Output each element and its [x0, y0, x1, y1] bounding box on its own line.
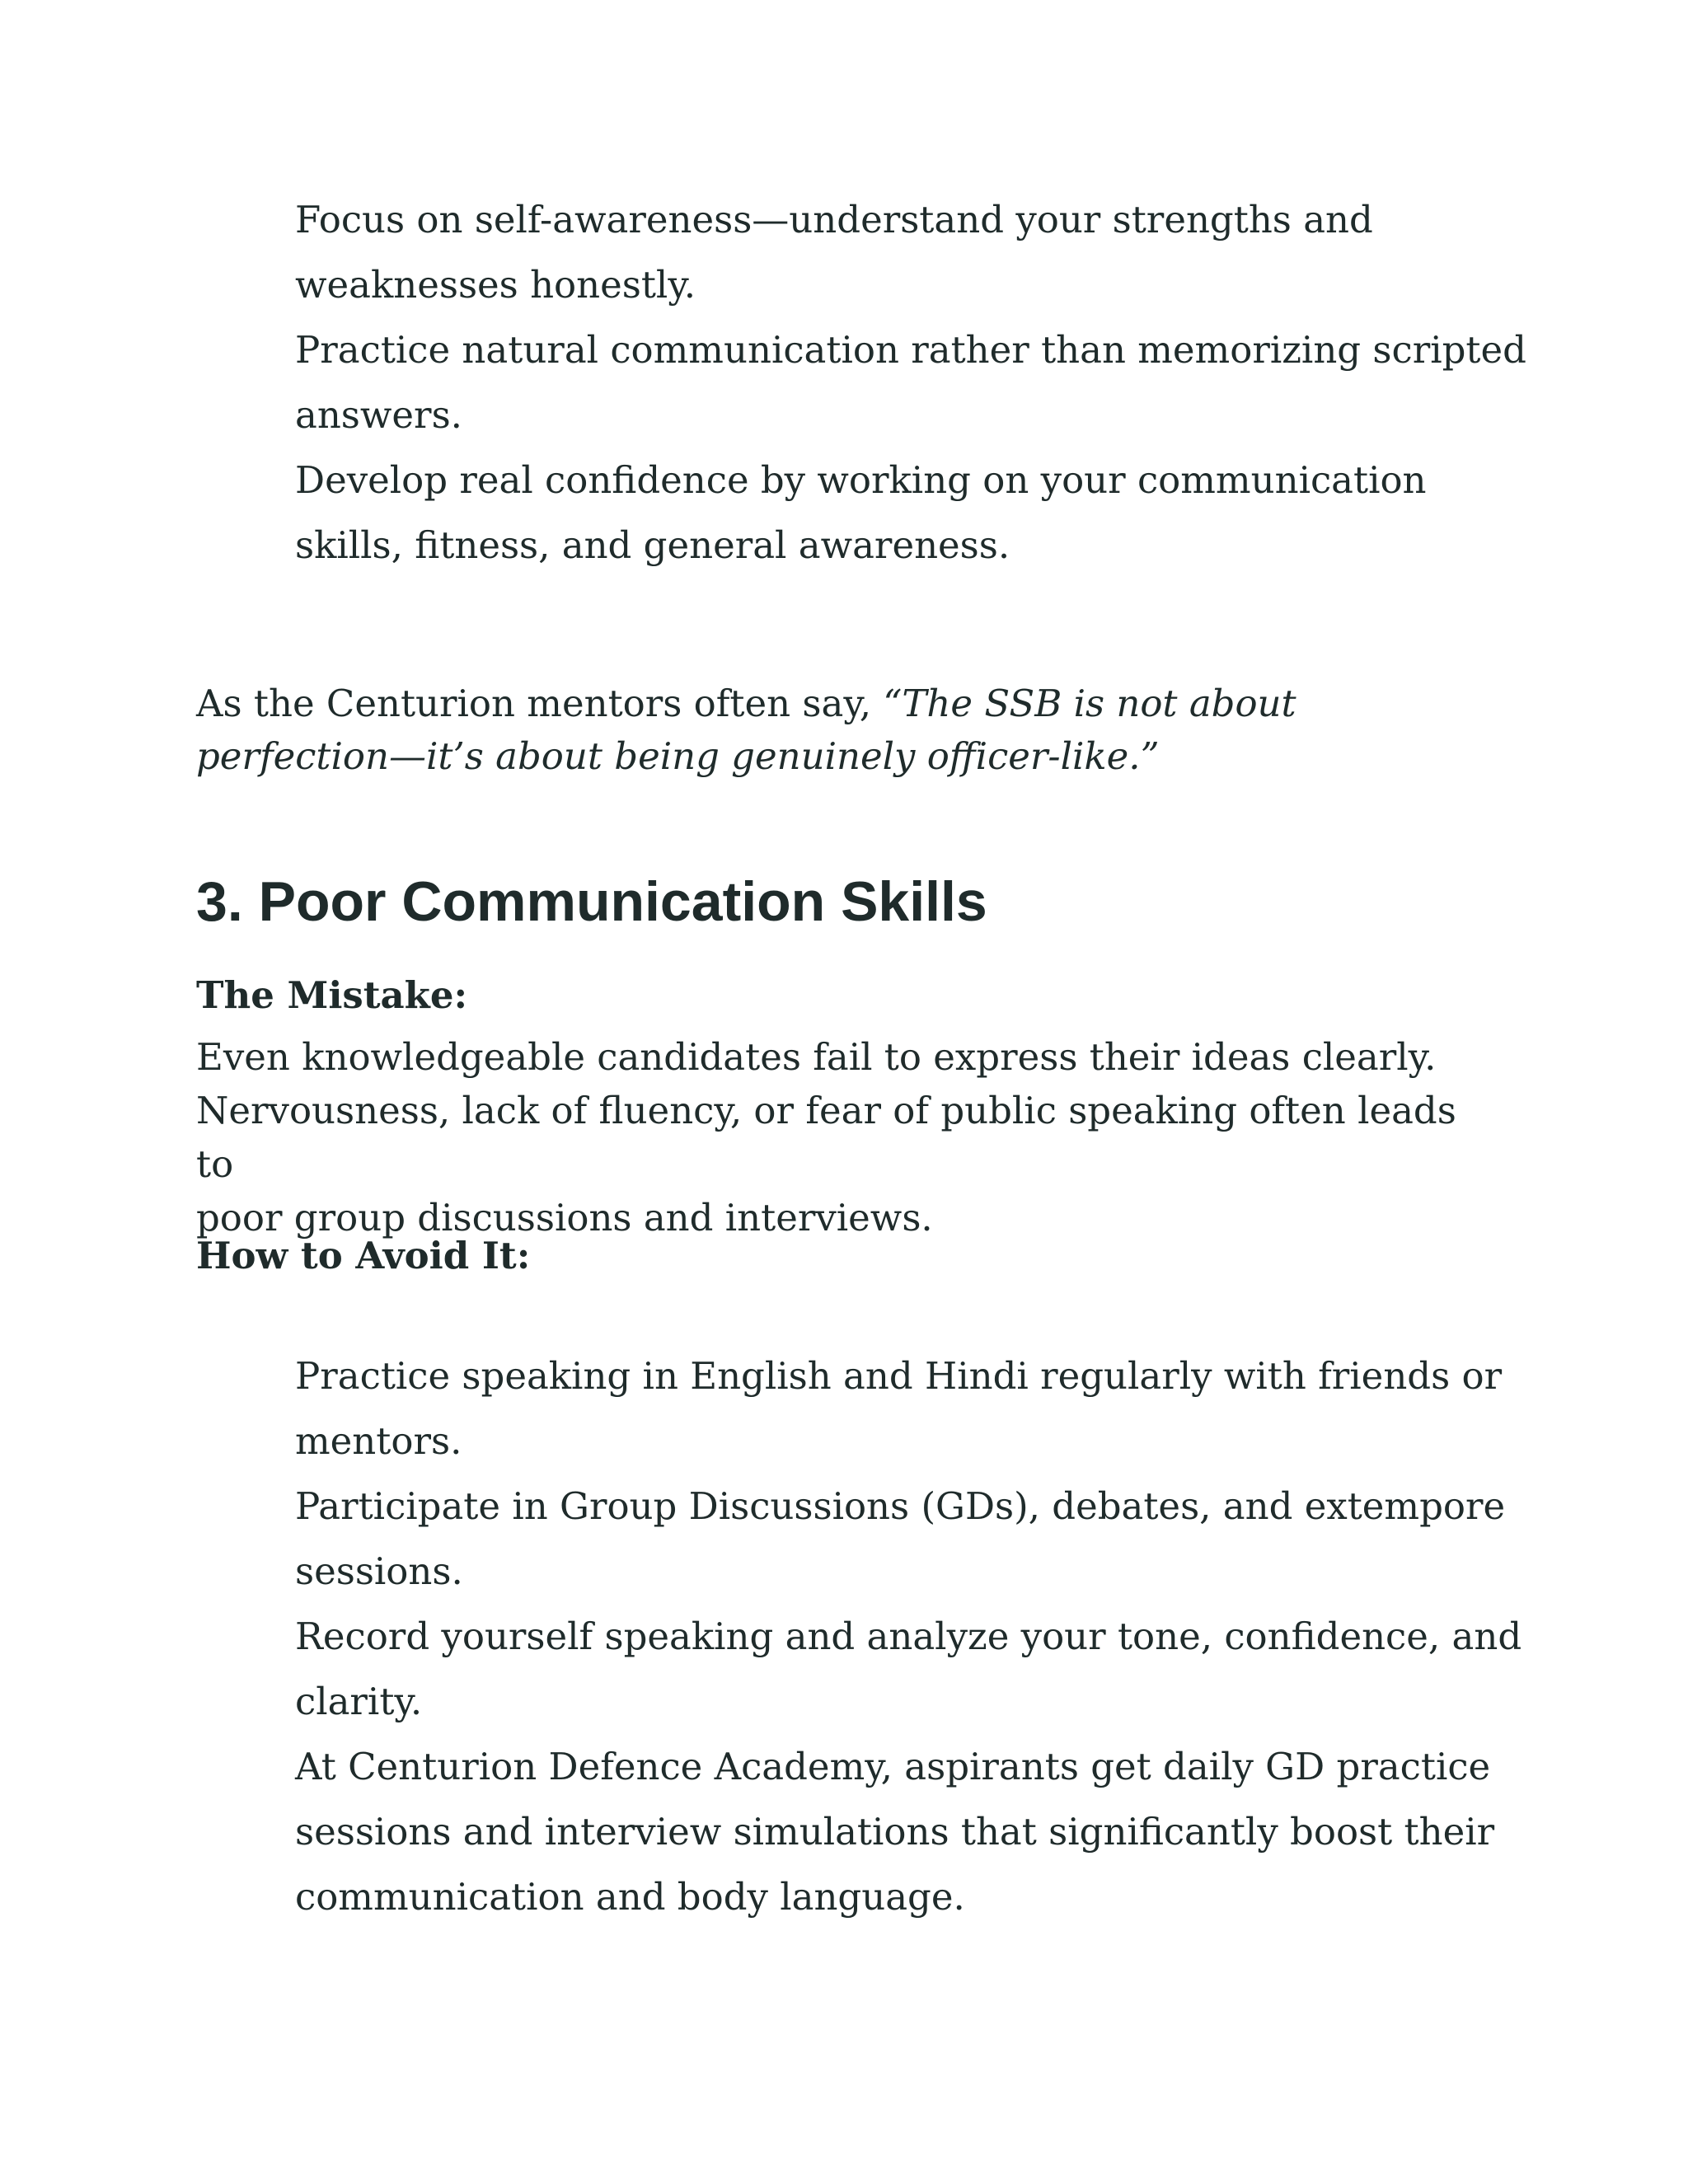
list-item-line: sessions.: [295, 1549, 463, 1593]
mistake-label: The Mistake:: [196, 973, 468, 1017]
list-item-line: Participate in Group Discussions (GDs), debates, and extempore: [295, 1484, 1506, 1528]
list-item: [295, 1474, 1531, 1604]
list-item: [295, 1604, 1531, 1734]
list-item-line: communication and body language.: [295, 1875, 965, 1919]
mistake-paragraph: [196, 1030, 1482, 1244]
list-item-line: Practice speaking in English and Hindi regularly with friends or: [295, 1354, 1503, 1398]
list-item: [295, 448, 1531, 578]
list-item-line: weaknesses honestly.: [295, 263, 696, 307]
quote-italic-line1: “The SSB is not about: [883, 682, 1296, 725]
quote-italic-line2: perfection—it’s about being genuinely officer-like.”: [196, 734, 1160, 778]
paragraph-line: Even knowledgeable candidates fail to express their ideas clearly.: [196, 1035, 1437, 1079]
list-item-line: Develop real confidence by working on your communication: [295, 458, 1427, 502]
list-item-line: clarity.: [295, 1680, 423, 1723]
list-item: [295, 1343, 1531, 1474]
paragraph-line: poor group discussions and interviews.: [196, 1196, 933, 1240]
list-item-line: Focus on self-awareness—understand your strengths and: [295, 198, 1373, 241]
list-item-line: Practice natural communication rather than memorizing scripted: [295, 328, 1526, 372]
section-heading: 3. Poor Communication Skills: [196, 870, 987, 933]
list-item-line: skills, fitness, and general awareness.: [295, 523, 1010, 567]
list-item-line: At Centurion Defence Academy, aspirants get daily GD practice: [295, 1745, 1491, 1788]
list-item-line: sessions and interview simulations that significantly boost their: [295, 1810, 1495, 1854]
list-item-line: Record yourself speaking and analyze your tone, confidence, and: [295, 1615, 1522, 1658]
mentor-quote: [196, 677, 1309, 783]
list-item: [295, 1734, 1531, 1929]
quote-lead: As the Centurion mentors often say,: [196, 682, 884, 725]
how-to-avoid-label: How to Avoid It:: [196, 1234, 531, 1277]
paragraph-line: Nervousness, lack of fluency, or fear of public speaking often leads to: [196, 1089, 1456, 1186]
tips-list-communication: [295, 1343, 1531, 1929]
list-item: [295, 187, 1531, 317]
tips-list-self-awareness: [295, 187, 1531, 578]
list-item-line: mentors.: [295, 1419, 462, 1463]
list-item: [295, 317, 1531, 448]
list-item-line: answers.: [295, 393, 462, 437]
